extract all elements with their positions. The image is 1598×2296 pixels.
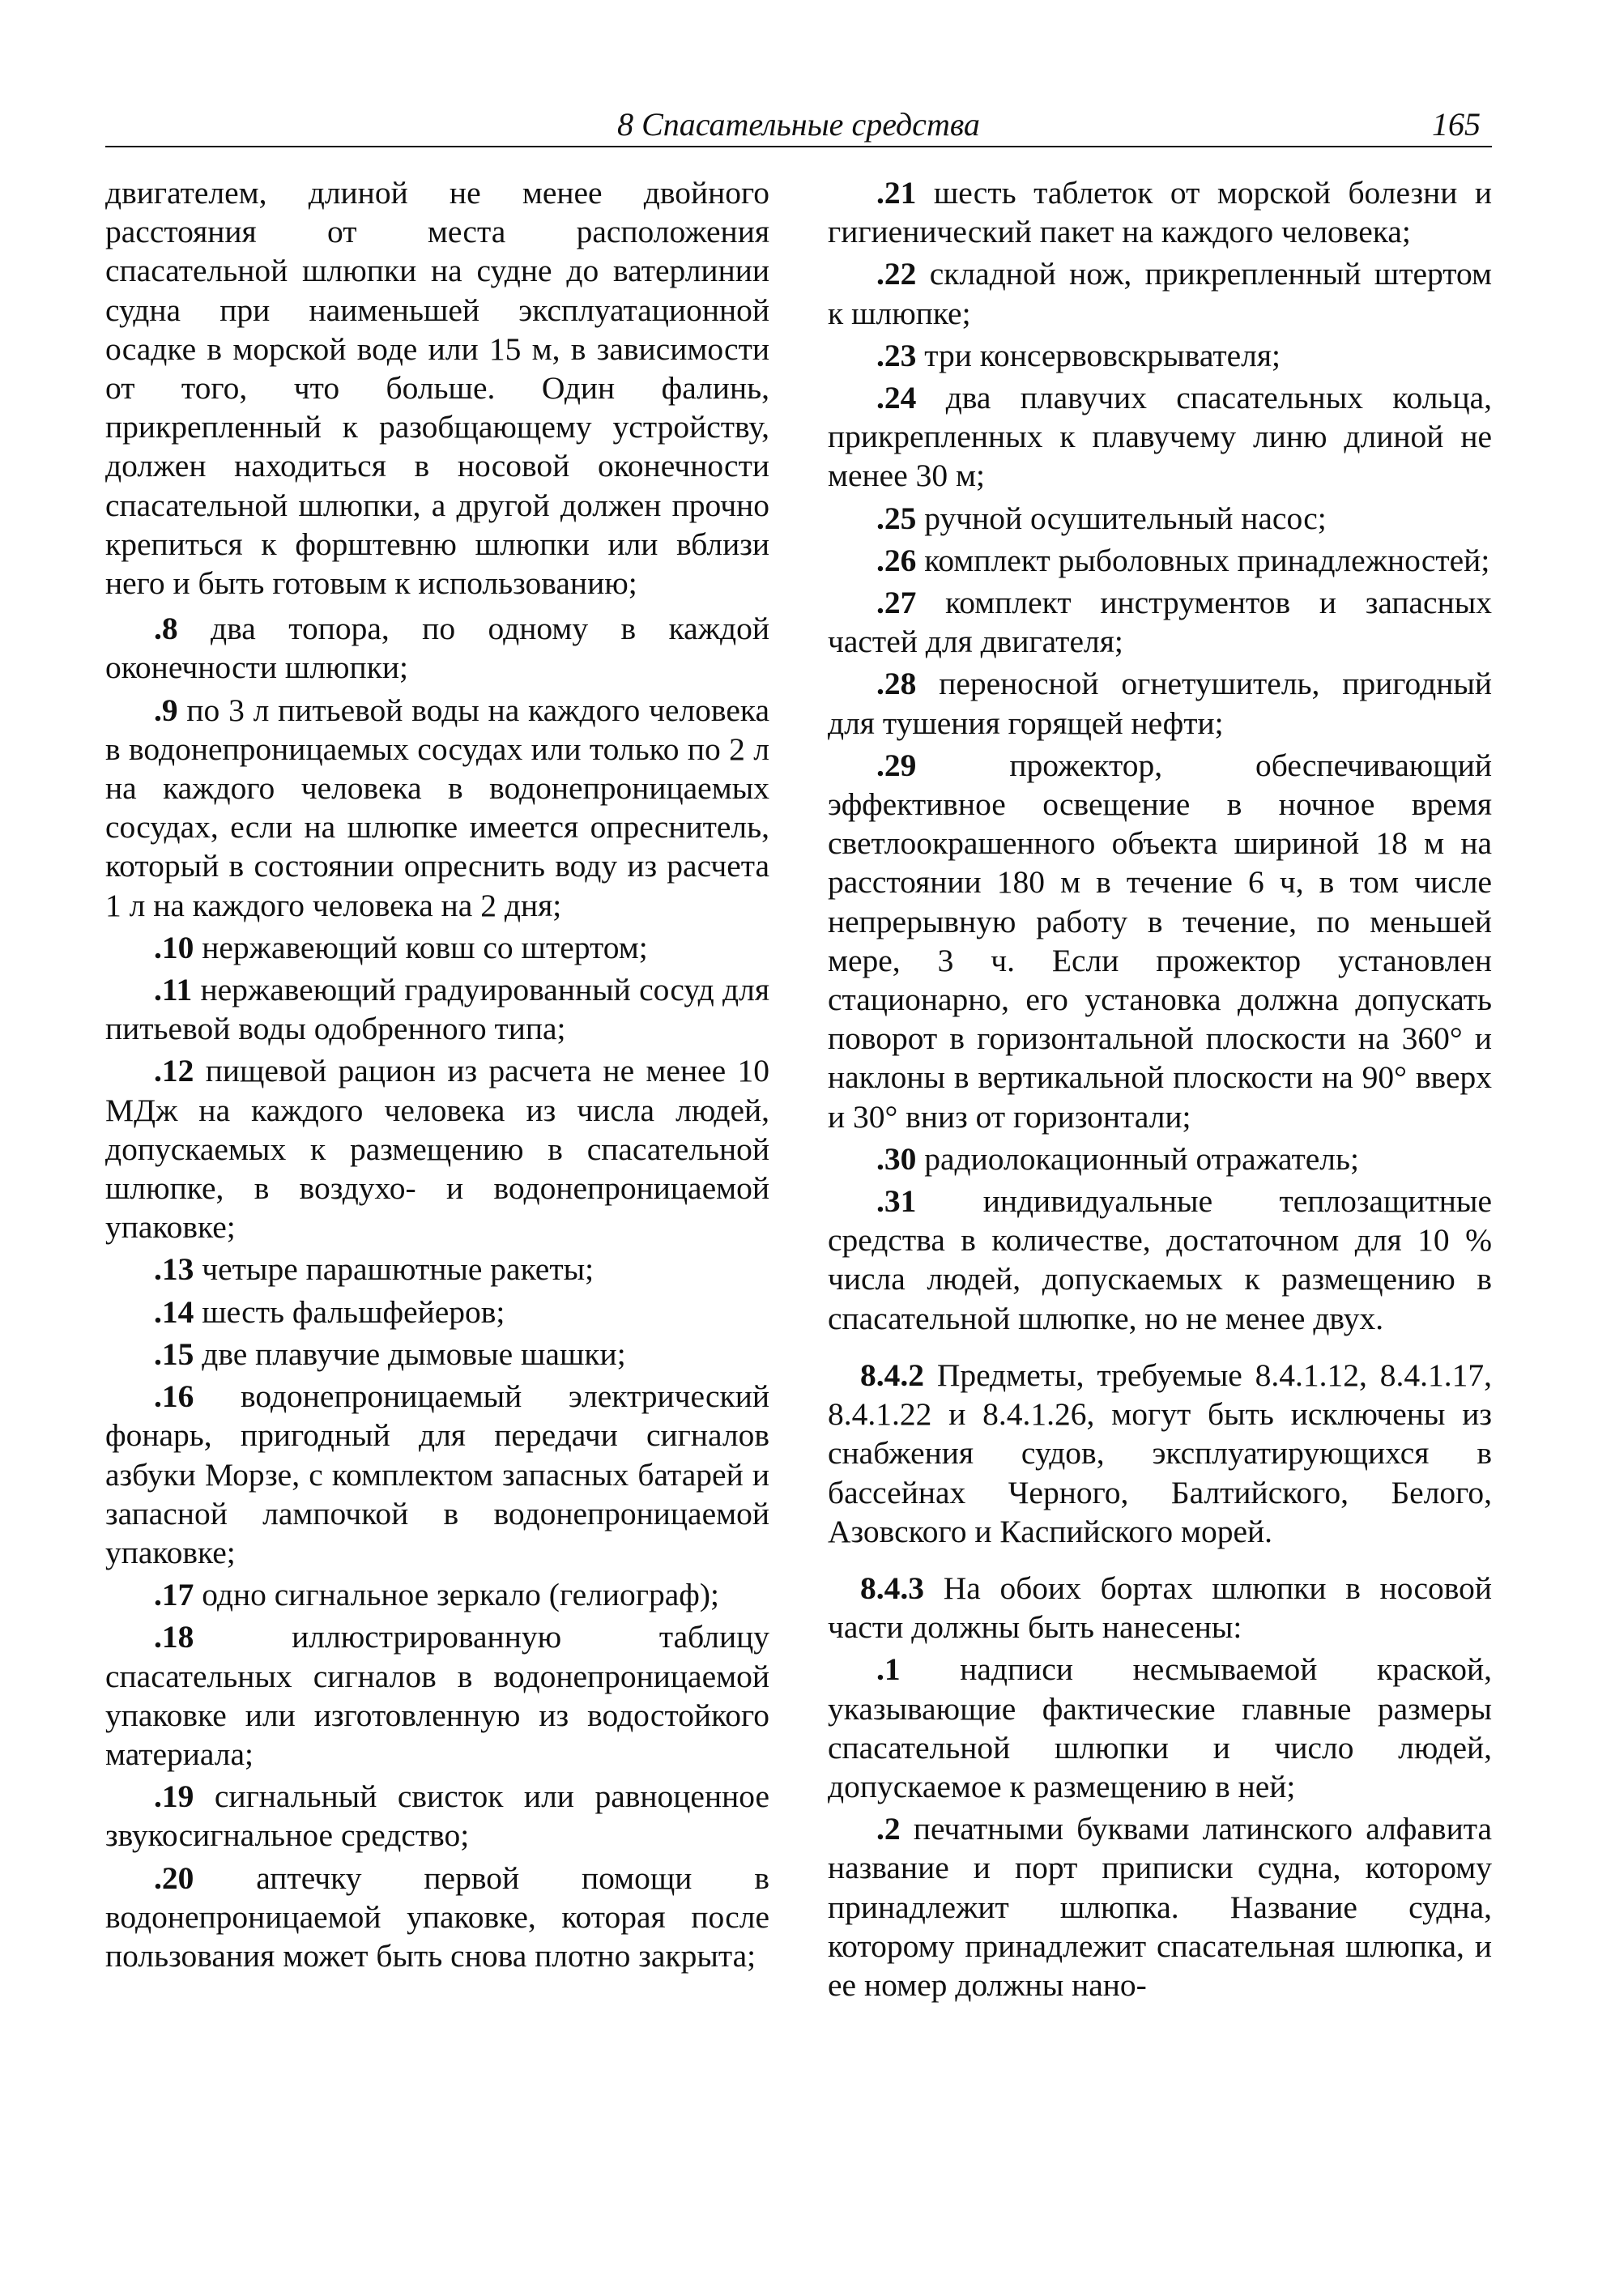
item-number: .11 [154,972,193,1008]
item-text: шесть таблеток от морской болезни и гигиенический пакет на каждого человека; [828,175,1492,250]
item-text: одно сигнальное зеркало (гелиограф); [202,1577,719,1613]
item-number: .17 [154,1577,194,1613]
item-number: .18 [154,1619,194,1655]
list-item [828,1809,1492,2004]
item-text: ручной осушительный насос; [924,500,1327,536]
item-text: шесть фальшфейеров; [202,1293,505,1330]
right-column [828,173,1492,2004]
item-text: аптечку первой помощи в водонепроницаемой упаковке, которая после пользования может быть снова плотно закрыта; [105,1859,769,1974]
item-text: две плавучие дымовые шашки; [202,1335,626,1372]
item-text: прожектор, обеспечивающий эффективное освещение в ночное время светлоокрашенного объекта шириной 18 м на расстоянии 180 м в течение 6 ч, в том числе непрерывную работу в течение, по меньшей мере, 3 ч. Если прожектор установлен стационарно, его установка должна допускать поворот в горизонтальной плоскости на 360° и наклоны в вертикальной плоскости на 90° вверх и 30° вниз от горизонтали; [828,747,1492,1135]
item-text: нержавеющий ковш со штертом; [202,929,648,965]
list-item [828,336,1492,375]
list-item [828,1139,1492,1178]
item-number: .21 [876,175,917,211]
list-item [828,746,1492,1136]
list-item [828,378,1492,496]
section-text: На обоих бортах шлюпки в носовой части должны быть нанесены: [828,1570,1493,1646]
item-number: .1 [876,1651,901,1688]
item-text: по 3 л питьевой воды на каждого человека в водонепроницаемых сосудах или только по 2 л на каждого человека в водонепроницаемых сосудах, если на шлюпке имеется опреснитель, который в состоянии опреснить воду из расчета 1 л на каждого человека на 2 дня; [105,692,770,923]
item-number: .29 [876,747,917,783]
item-number: .30 [876,1140,917,1177]
item-number: .19 [154,1778,194,1815]
item-text: складной нож, прикрепленный штертом к шлюпке; [828,256,1492,331]
list-item [105,1777,769,1855]
list-item [828,173,1492,251]
item-text: радиолокационный отражатель; [924,1140,1359,1177]
item-text: надписи несмываемой краской, указывающие фактические главные размеры спасательной шлюпки и число людей, допускаемое к размещению в ней; [828,1651,1492,1804]
list-item [105,970,769,1048]
item-number: .27 [876,585,917,621]
item-number: .23 [876,337,917,373]
item-text: печатными буквами латинского алфавита название и порт приписки судна, которому принадлежит шлюпка. Название судна, которому принадлежит спасательная шлюпка, и ее номер должны нано- [828,1811,1492,2003]
left-column [105,173,769,1975]
list-item [105,928,769,967]
item-number: .10 [154,929,194,965]
list-item [105,1051,769,1246]
list-item [828,499,1492,538]
list-item [105,1335,769,1374]
list-item [828,1182,1492,1338]
item-number: .24 [876,380,917,416]
list-item [105,1617,769,1774]
list-item [105,1575,769,1614]
section-number: 8.4.2 [860,1357,924,1393]
paragraph: двигателем, длиной не менее двойного расстояния от места расположения спасательной шлюпки на судне до ватерлинии судна при наименьшей эксплуатационной осадке в морской воде или 15 м, в зависимости от того, что больше. Один фалинь, прикрепленный к разобщающему устройству, должен находиться в носовой оконечности спасательной шлюпки, а другой должен прочно крепиться к форштевню шлюпки или вблизи него и быть готовым к использованию; [105,175,769,602]
item-number: .12 [154,1053,194,1089]
item-number: .13 [154,1251,194,1288]
list-item [828,254,1492,332]
item-text: переносной огнетушитель, пригодный для тушения горящей нефти; [828,666,1493,741]
running-header [105,104,1492,147]
chapter-title: 8 Спасательные средства [617,106,980,143]
list-item [828,664,1492,742]
item-text: два плавучих спасательных кольца, прикрепленных к плавучему линю длиной не менее 30 м; [828,380,1492,494]
list-item [105,691,769,925]
list-item [105,1377,769,1572]
section-number: 8.4.3 [860,1570,924,1606]
item-number: .9 [154,692,178,728]
item-number: .31 [876,1183,917,1220]
item-number: .28 [876,666,917,702]
item-text: четыре парашютные ракеты; [202,1251,594,1288]
section-8-4-2 [828,1356,1492,1551]
section-8-4-3 [828,1569,1492,1646]
list-item [105,609,769,687]
list-item [105,1293,769,1331]
item-text: индивидуальные теплозащитные средства в количестве, достаточном для 10 % числа людей, допускаемых к размещению в спасательной шлюпке, но не менее двух. [828,1183,1492,1336]
item-number: .14 [154,1293,194,1330]
item-number: .20 [154,1859,194,1896]
item-number: .26 [876,542,917,578]
section-text: Предметы, требуемые 8.4.1.12, 8.4.1.17, 8.4.1.22 и 8.4.1.26, могут быть исключены из снабжения судов, эксплуатирующихся в бассейнах Черного, Балтийского, Белого, Азовского и Каспийского морей. [828,1357,1493,1549]
page-number: 165 [1432,106,1481,143]
item-number: .8 [154,611,178,647]
item-text: комплект рыболовных принадлежностей; [924,542,1490,578]
item-text: сигнальный свисток или равноценное звукосигнальное средство; [105,1778,769,1854]
item-text: пищевой рацион из расчета не менее 10 МДж на каждого человека из числа людей, допускаемых к размещению в спасательной шлюпке, в воздухо- и водонепроницаемой упаковке; [105,1053,769,1246]
list-item [828,583,1492,661]
item-text: два топора, по одному в каждой оконечности шлюпки; [105,611,769,686]
item-text: нержавеющий градуированный сосуд для питьевой воды одобренного типа; [105,972,769,1047]
item-text: водонепроницаемый электрический фонарь, пригодный для передачи сигналов азбуки Морзе, с комплектом запасных батарей и запасной лампочкой в водонепроницаемой упаковке; [105,1378,769,1570]
item-number: .25 [876,500,917,536]
list-item [828,1650,1492,1806]
item-number: .16 [154,1378,194,1415]
item-text: иллюстрированную таблицу спасательных сигналов в водонепроницаемой упаковке или изготовленную из водостойкого материала; [105,1619,769,1772]
list-item [105,1250,769,1289]
item-number: .15 [154,1335,194,1372]
item-text: три консервовскрывателя; [924,337,1281,373]
item-text: комплект инструментов и запасных частей для двигателя; [828,585,1492,660]
item-number: .22 [876,256,917,292]
list-item [105,1859,769,1976]
item-number: .2 [876,1811,901,1847]
list-item [828,541,1492,580]
